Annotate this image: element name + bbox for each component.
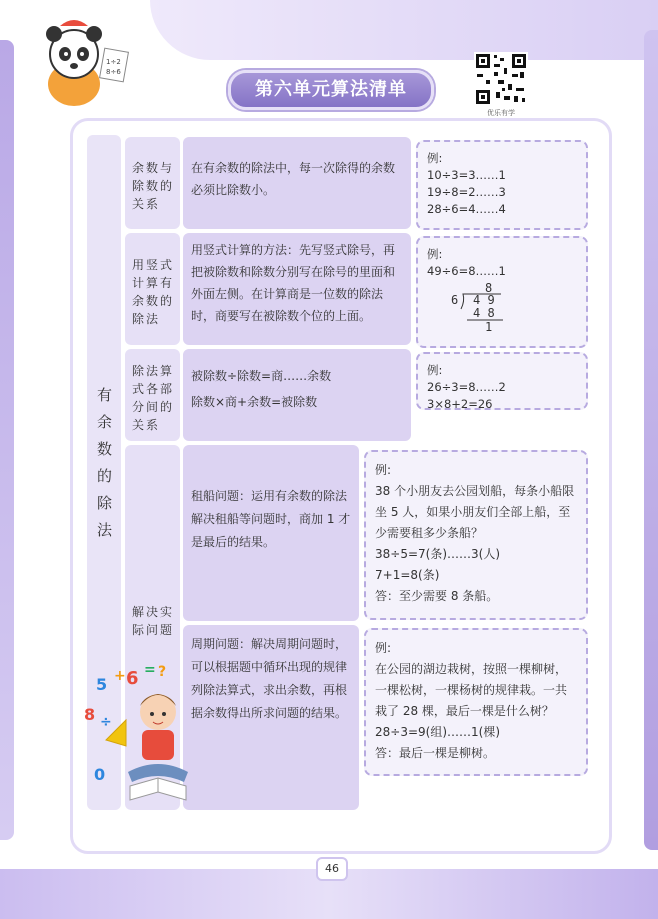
desc-division-relation <box>183 349 411 441</box>
page-title: 第六单元算法清单 <box>228 70 434 110</box>
long-division-remainder: 1 <box>485 320 493 334</box>
svg-text:1÷2: 1÷2 <box>106 58 121 66</box>
example-line: 答：最后一棵是柳树。 <box>375 746 496 760</box>
long-division-product: 4 8 <box>473 306 495 320</box>
svg-text:÷: ÷ <box>100 714 112 730</box>
topic-remainder-divisor <box>125 137 180 229</box>
long-division-quotient: 8 <box>485 281 493 295</box>
page-number: 46 <box>316 857 348 881</box>
desc-vertical-division: 用竖式计算的方法：先写竖式除号，再把被除数和除数分别写在除号的里面和外面左侧。在计算商是一位数的除法时，商要写在被除数个位的上面。 <box>183 233 411 345</box>
desc-cycle-problem: 周期问题：解决周期问题时，可以根据题中循环出现的规律列除法算式，求出余数，再根据余数得出所求问题的结果。 <box>183 625 359 810</box>
example-line: 38 个小朋友去公园划船，每条小船限坐 5 人，如果小朋友们全部上船，至少需要租多少条船？ <box>375 484 575 540</box>
left-decoration <box>0 40 14 840</box>
example-line: 38÷5=7(条)……3(人) <box>375 547 501 561</box>
example-line: 3×8+2=26 <box>427 397 493 411</box>
topic-vertical-division <box>125 233 180 345</box>
svg-text:8: 8 <box>84 705 96 724</box>
right-decoration <box>644 30 658 850</box>
example-line: 10÷3=3……1 <box>427 168 506 182</box>
example-cycle-problem <box>364 628 588 776</box>
svg-text:8÷6: 8÷6 <box>106 68 121 76</box>
example-line: 28÷3=9(组)……1(棵) <box>375 725 501 739</box>
desc-remainder-divisor: 在有余数的除法中，每一次除得的余数必须比除数小。 <box>183 137 411 229</box>
example-remainder-divisor <box>416 140 588 230</box>
example-vertical-division <box>416 236 588 348</box>
top-decoration <box>150 0 658 60</box>
example-line: 7+1=8(条) <box>375 568 440 582</box>
svg-text:5: 5 <box>96 675 108 694</box>
example-division-relation <box>416 352 588 410</box>
long-division-divisor: 6 <box>451 293 459 307</box>
example-line: 49÷6=8……1 <box>427 264 506 278</box>
panda-mascot-icon <box>24 12 134 112</box>
qr-label: 优乐有学 <box>487 109 515 117</box>
example-title: 例: <box>427 151 443 165</box>
example-line: 28÷6=4……4 <box>427 202 506 216</box>
main-category-label: 有余数的除法 <box>95 387 113 549</box>
topic-label: 余数与除数的关系 <box>132 161 175 211</box>
svg-text:?: ? <box>158 664 167 680</box>
formula-line: 被除数÷除数=商……余数 <box>191 369 332 383</box>
topic-label: 除法算式各部分间的关系 <box>132 364 175 432</box>
example-boat-problem <box>364 450 588 620</box>
example-line: 答：至少需要 8 条船。 <box>375 589 499 603</box>
svg-text:6: 6 <box>126 668 139 689</box>
topic-label: 用竖式计算有余数的除法 <box>132 258 175 326</box>
desc-boat-problem: 租船问题：运用有余数的除法解决租船等问题时，商加 1 才是最后的结果。 <box>183 445 359 621</box>
example-line: 26÷3=8……2 <box>427 380 506 394</box>
child-reading-illustration-icon <box>78 660 198 820</box>
example-title: 例: <box>375 463 392 477</box>
example-title: 例: <box>427 247 443 261</box>
formula-line: 除数×商+余数=被除数 <box>191 395 318 409</box>
svg-text:+: + <box>114 668 126 684</box>
example-line: 在公园的湖边栽树，按照一棵柳树，一棵松树，一棵杨树的规律栽。一共栽了 28 棵，最后一棵是什么树？ <box>375 662 568 718</box>
example-title: 例: <box>375 641 392 655</box>
example-title: 例: <box>427 363 443 377</box>
long-division <box>427 280 578 332</box>
svg-text:=: = <box>144 662 156 678</box>
topic-division-relation <box>125 349 180 441</box>
svg-text:0: 0 <box>94 765 106 784</box>
long-division-dividend: 4 9 <box>473 293 495 307</box>
topic-label: 解决实际问题 <box>132 605 175 637</box>
qr-code-icon[interactable] <box>474 52 528 106</box>
example-line: 19÷8=2……3 <box>427 185 506 199</box>
